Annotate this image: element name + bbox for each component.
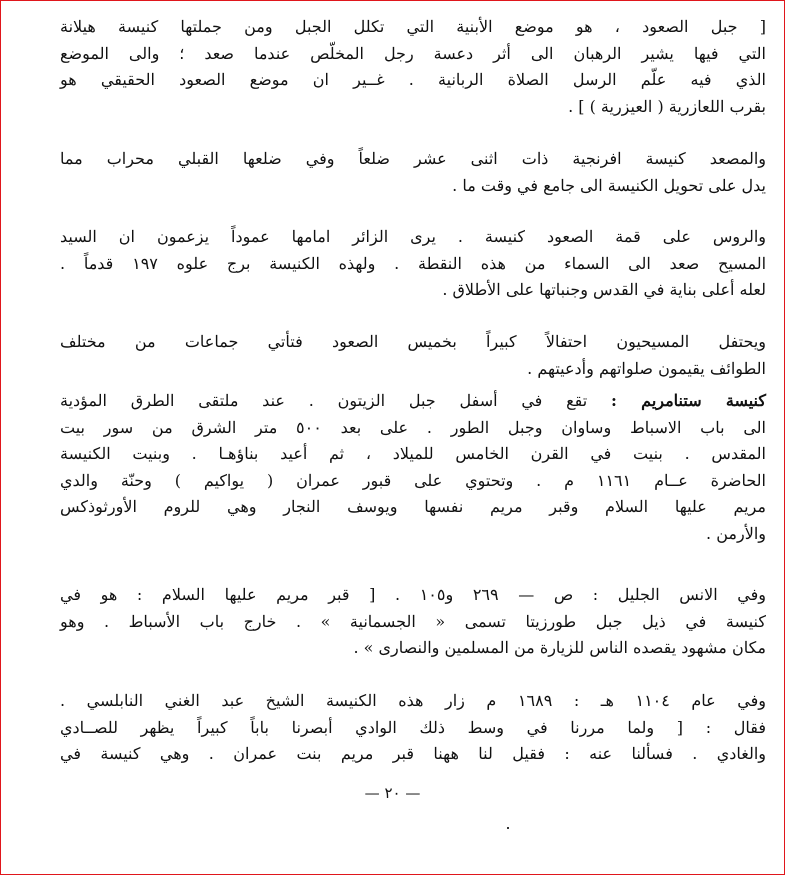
text-line: الذي فيه علّم الرسل الصلاة الربانية . غــير ان موضع الصعود الحقيقي هو xyxy=(60,70,766,89)
text-line: المقدس . بنيت في القرن الخامس للميلاد ، ثم أعيد بناؤهـا . وبنيت الكنيسة xyxy=(60,444,766,463)
scan-speck xyxy=(507,827,509,829)
text-line: مريم عليها السلام وقبر مريم نفسها ويوسف النجار وهي للروم الأورثوذكس xyxy=(60,497,766,516)
text-line: الى باب الاسباط وساوان وجبل الطور . على بعد ٥٠٠ متر الشرق من سور بيت xyxy=(60,417,766,437)
section-heading: كنيسة ستنامريم : xyxy=(610,391,767,410)
text-line: والمصعد كنيسة افرنجية ذات اثنى عشر ضلعاً وفي ضلعها القبلي محراب مما xyxy=(60,149,766,168)
text-line: والروس على قمة الصعود كنيسة . يرى الزائر امامها عموداً يزعمون ان السيد xyxy=(60,227,766,246)
paragraph-nabulsi-visit xyxy=(60,688,766,768)
paragraph-al-masad xyxy=(60,146,766,199)
paragraph-jabal-al-suud xyxy=(60,14,766,120)
text-fragment: تقع في أسفل جبل الزيتون . عند ملتقى الطرق المؤدية xyxy=(60,391,588,410)
text-line xyxy=(60,388,766,415)
text-line: الطوائف يقيمون صلواتهم وأدعيتهم . xyxy=(527,358,766,378)
text-line: والأرمن . xyxy=(706,523,766,543)
paragraph-sitna-maryam xyxy=(60,388,766,547)
page-number: — ٢٠ — xyxy=(364,784,421,802)
text-line: كنيسة في ذيل جبل طورزيتا تسمى « الجسمانية » . خارج باب الأسباط . وهو xyxy=(60,611,766,631)
text-line: [ جبل الصعود ، هو موضع الأبنية التي تكلل الجبل ومن جملتها كنيسة هيلانة xyxy=(60,17,766,36)
text-line: فقال : [ ولما مررنا في وسط ذلك الوادي أبصرنا باباً كبيراً يظهر للصــادي xyxy=(60,717,766,737)
text-line: وفي عام ١١٠٤ هـ : ١٦٨٩ م زار هذه الكنيسة الشيخ عبد الغني النابلسي . xyxy=(60,691,766,710)
text-line: التي فيها يشير الرهبان الى أثر دعسة رجل المخلّص عندما صعد ؛ والى الموضع xyxy=(60,43,767,63)
text-line: لعله أعلى بناية في القدس وجنباتها على الأطلاق . xyxy=(442,280,766,299)
text-line: بقرب اللعازرية ( العيزرية ) ] . xyxy=(568,96,766,116)
paragraph-ascension-feast xyxy=(60,329,766,382)
text-line: وفي الانس الجليل : ص — ٢٦٩ و١٠٥ . [ قبر مريم عليها السلام : هو في xyxy=(60,585,767,604)
text-line: مكان مشهود يقصده الناس للزيارة من المسلمين والنصارى » . xyxy=(353,638,766,657)
paragraph-al-uns-al-jalil xyxy=(60,582,766,662)
text-line: يدل على تحويل الكنيسة الى جامع في وقت ما . xyxy=(452,175,766,195)
text-line: والغادي . فسألنا عنه : فقيل لنا ههنا قبر مريم بنت عمران . وهي كنيسة في xyxy=(60,744,766,763)
text-line: المسيح صعد الى السماء من هذه النقطة . ولهذه الكنيسة برج علوه ١٩٧ قدماً . xyxy=(60,253,767,273)
text-line: الحاضرة عــام ١١٦١ م . وتحتوي على قبور عمران ( يواكيم ) وحنّة والدي xyxy=(60,470,766,490)
paragraph-russian-church xyxy=(60,224,766,304)
text-line: ويحتفل المسيحيون احتفالاً كبيراً بخميس الصعود فتأتي جماعات من مختلف xyxy=(60,332,766,351)
